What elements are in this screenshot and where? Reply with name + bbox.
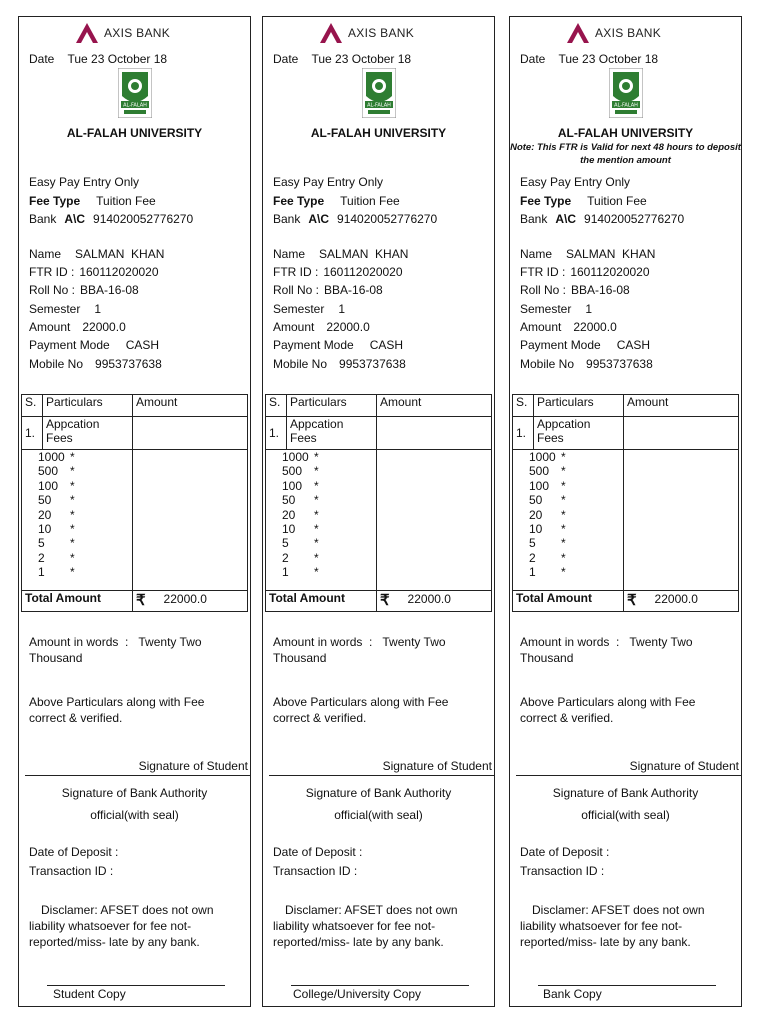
university-name: AL-FALAH UNIVERSITY (310, 126, 447, 140)
transaction-id: Transaction ID : (273, 864, 358, 878)
axis-logo-icon (567, 23, 589, 43)
semester-line (273, 302, 345, 316)
amount-in-words (520, 635, 730, 666)
denomination-star: * (314, 493, 319, 508)
denomination-row (266, 450, 492, 591)
ac-value: 914020052776270 (584, 212, 685, 226)
denomination-star: * (561, 464, 566, 479)
mobile-value: 9953737638 (586, 357, 653, 371)
row-sno: 1. (266, 417, 287, 450)
mobile-line (273, 357, 406, 371)
denomination-item (282, 493, 373, 507)
ac-label: A\C (64, 212, 86, 226)
deposit-slip-1 (18, 16, 251, 1007)
denomination-amount (133, 450, 248, 591)
denomination-item (38, 479, 129, 493)
date-line (520, 52, 658, 66)
denomination-star: * (314, 464, 319, 479)
fee-type-line (273, 194, 400, 208)
total-amount-cell (377, 591, 492, 612)
bank-name: AXIS BANK (104, 26, 171, 40)
denomination-value: 10 (38, 522, 52, 537)
denomination-item (282, 522, 373, 536)
amount-line (29, 320, 126, 334)
verification-text: Above Particulars along with Fee correct & verified. (520, 695, 696, 725)
mobile-label: Mobile No (29, 357, 84, 371)
name-line (273, 247, 408, 261)
total-row (22, 591, 248, 612)
denomination-amount (624, 450, 739, 591)
denomination-item (38, 536, 129, 550)
denomination-value: 100 (282, 478, 303, 493)
header-sno: S. (266, 395, 287, 417)
payment-label: Payment Mode (29, 338, 110, 352)
verification-text: Above Particulars along with Fee correct & verified. (29, 695, 205, 725)
table-header (266, 395, 492, 417)
payment-value: CASH (616, 338, 651, 352)
payment-line (29, 338, 159, 352)
denomination-star: * (70, 522, 75, 537)
official-seal: official(with seal) (581, 808, 670, 822)
denomination-item (529, 450, 620, 464)
verification-text: Above Particulars along with Fee correct & verified. (273, 695, 449, 725)
denomination-value: 10 (282, 522, 296, 537)
amount-line (273, 320, 370, 334)
bank-logo (76, 23, 206, 45)
amount-in-words (273, 635, 483, 666)
name-value: SALMAN KHAN (319, 247, 409, 261)
words-label: Amount in words : (520, 635, 620, 649)
header-sno: S. (513, 395, 534, 417)
denomination-item (529, 522, 620, 536)
header-amount: Amount (624, 395, 739, 417)
signature-student: Signature of Student (138, 759, 248, 773)
entry-type: Easy Pay Entry Only (520, 175, 631, 189)
signature-divider (25, 775, 250, 776)
ftr-label: FTR ID : (520, 265, 566, 279)
denomination-value: 1000 (282, 450, 309, 464)
denomination-amount (377, 450, 492, 591)
denomination-star: * (561, 522, 566, 537)
denomination-item (282, 479, 373, 493)
denomination-star: * (314, 478, 319, 493)
roll-line (520, 283, 630, 297)
particulars-table (512, 394, 739, 612)
name-line (29, 247, 164, 261)
denomination-value: 100 (38, 478, 59, 493)
header-particulars: Particulars (287, 395, 377, 417)
denomination-star: * (561, 493, 566, 508)
table-header (513, 395, 739, 417)
ftr-label: FTR ID : (273, 265, 319, 279)
ac-value: 914020052776270 (93, 212, 194, 226)
crest-text: AL-FALAH (614, 102, 638, 109)
name-label: Name (29, 247, 62, 261)
amount-label: Amount (29, 320, 71, 334)
roll-value: BBA-16-08 (324, 283, 383, 297)
denomination-star: * (561, 565, 566, 580)
denomination-value: 2 (529, 550, 536, 565)
row-particular: Appcation Fees (287, 417, 377, 450)
amount-label: Amount (520, 320, 562, 334)
copy-divider (538, 985, 716, 986)
semester-value: 1 (94, 302, 102, 316)
denomination-row (513, 450, 739, 591)
amount-value: 22000.0 (82, 320, 126, 334)
denomination-value: 20 (529, 507, 543, 522)
roll-value: BBA-16-08 (571, 283, 630, 297)
date-line (273, 52, 411, 66)
bank-label: Bank (273, 212, 301, 226)
table-row (513, 417, 739, 450)
denomination-star: * (70, 450, 75, 464)
fee-type-line (29, 194, 156, 208)
denomination-cell (513, 450, 624, 591)
denomination-star: * (314, 550, 319, 565)
signature-student: Signature of Student (629, 759, 739, 773)
crest-icon (609, 68, 643, 118)
denomination-value: 20 (282, 507, 296, 522)
denomination-list (516, 450, 620, 580)
date-value: Tue 23 October 18 (67, 52, 168, 66)
total-row (513, 591, 739, 612)
copy-label: Student Copy (53, 987, 126, 1001)
date-label: Date (29, 52, 55, 66)
table-header (22, 395, 248, 417)
header-particulars: Particulars (43, 395, 133, 417)
fee-type-value: Tuition Fee (340, 194, 400, 208)
total-value: 22000.0 (163, 592, 207, 607)
deposit-slip-2 (262, 16, 495, 1007)
denomination-cell (22, 450, 133, 591)
date-of-deposit: Date of Deposit : (273, 845, 363, 859)
denomination-value: 20 (38, 507, 52, 522)
denomination-item (282, 508, 373, 522)
name-line (520, 247, 655, 261)
denomination-value: 2 (282, 550, 289, 565)
university-crest (362, 68, 396, 118)
denomination-value: 100 (529, 478, 550, 493)
university-crest (609, 68, 643, 118)
date-line (29, 52, 167, 66)
denomination-star: * (70, 550, 75, 565)
copy-divider (291, 985, 469, 986)
denomination-star: * (314, 522, 319, 537)
copy-label: College/University Copy (293, 987, 422, 1001)
denomination-value: 5 (282, 536, 289, 551)
words-value: Twenty Two Thousand (273, 635, 446, 665)
payment-value: CASH (369, 338, 404, 352)
denomination-star: * (561, 450, 566, 464)
bank-label: Bank (29, 212, 57, 226)
table-row (266, 417, 492, 450)
denomination-item (282, 464, 373, 478)
ftr-label: FTR ID : (29, 265, 75, 279)
entry-type: Easy Pay Entry Only (273, 175, 384, 189)
row-amount (624, 417, 739, 450)
total-amount-cell (133, 591, 248, 612)
denomination-value: 500 (38, 464, 59, 479)
mobile-value: 9953737638 (339, 357, 406, 371)
payment-label: Payment Mode (520, 338, 601, 352)
denomination-item (38, 450, 129, 464)
denomination-value: 10 (529, 522, 543, 537)
date-label: Date (520, 52, 546, 66)
words-value: Twenty Two Thousand (520, 635, 693, 665)
denomination-item (529, 551, 620, 565)
copy-label: Bank Copy (543, 987, 602, 1001)
denomination-item (529, 508, 620, 522)
semester-label: Semester (29, 302, 81, 316)
payment-line (273, 338, 403, 352)
denomination-item (38, 565, 129, 579)
denomination-value: 50 (38, 493, 52, 508)
bank-ac-line (29, 212, 193, 226)
crest-text: AL-FALAH (367, 102, 391, 109)
denomination-item (282, 536, 373, 550)
fee-type-label: Fee Type (29, 194, 81, 208)
denomination-star: * (314, 507, 319, 522)
denomination-value: 1 (529, 565, 536, 580)
denomination-item (529, 493, 620, 507)
denomination-star: * (70, 493, 75, 508)
denomination-value: 2 (38, 550, 45, 565)
row-particular: Appcation Fees (534, 417, 624, 450)
words-value: Twenty Two Thousand (29, 635, 202, 665)
university-name: AL-FALAH UNIVERSITY (557, 126, 694, 140)
entry-type: Easy Pay Entry Only (29, 175, 140, 189)
denomination-cell (266, 450, 377, 591)
rupee-icon: ₹ (627, 592, 637, 609)
roll-line (273, 283, 383, 297)
denomination-star: * (561, 478, 566, 493)
denomination-star: * (314, 536, 319, 551)
name-label: Name (273, 247, 306, 261)
bank-logo (567, 23, 697, 45)
denomination-star: * (70, 565, 75, 580)
denomination-item (529, 464, 620, 478)
fee-type-value: Tuition Fee (96, 194, 156, 208)
row-amount (133, 417, 248, 450)
total-value: 22000.0 (407, 592, 451, 607)
denomination-star: * (314, 565, 319, 580)
rupee-icon: ₹ (136, 592, 146, 609)
total-label: Total Amount (266, 591, 377, 612)
header-particulars: Particulars (534, 395, 624, 417)
amount-in-words (29, 635, 239, 666)
header-amount: Amount (133, 395, 248, 417)
official-seal: official(with seal) (90, 808, 179, 822)
denomination-star: * (70, 464, 75, 479)
semester-line (29, 302, 101, 316)
ftr-line (520, 265, 650, 279)
payment-value: CASH (125, 338, 160, 352)
denomination-item (38, 522, 129, 536)
denomination-star: * (561, 507, 566, 522)
denomination-value: 5 (38, 536, 45, 551)
amount-value: 22000.0 (326, 320, 370, 334)
fee-type-value: Tuition Fee (587, 194, 647, 208)
denomination-star: * (314, 450, 319, 464)
table-row (22, 417, 248, 450)
mobile-value: 9953737638 (95, 357, 162, 371)
signature-bank: Signature of Bank Authority (305, 786, 452, 800)
name-value: SALMAN KHAN (566, 247, 656, 261)
payment-label: Payment Mode (273, 338, 354, 352)
row-particular: Appcation Fees (43, 417, 133, 450)
particulars-table (265, 394, 492, 612)
row-amount (377, 417, 492, 450)
denomination-value: 1 (38, 565, 45, 580)
denomination-star: * (70, 478, 75, 493)
disclaimer: Disclamer: AFSET does not own liability whatsoever for fee not-reported/miss- late by any bank. (273, 903, 458, 949)
ftr-value: 160112020020 (323, 265, 403, 279)
denomination-value: 500 (529, 464, 550, 479)
axis-logo-icon (76, 23, 98, 43)
particulars-table (21, 394, 248, 612)
date-value: Tue 23 October 18 (311, 52, 412, 66)
signature-student: Signature of Student (382, 759, 492, 773)
denomination-value: 1000 (38, 450, 65, 464)
total-label: Total Amount (513, 591, 624, 612)
amount-label: Amount (273, 320, 315, 334)
mobile-line (520, 357, 653, 371)
row-sno: 1. (513, 417, 534, 450)
denomination-item (529, 536, 620, 550)
denomination-value: 5 (529, 536, 536, 551)
roll-value: BBA-16-08 (80, 283, 139, 297)
date-of-deposit: Date of Deposit : (520, 845, 610, 859)
semester-value: 1 (338, 302, 346, 316)
denomination-value: 50 (282, 493, 296, 508)
bank-label: Bank (520, 212, 548, 226)
bank-ac-line (520, 212, 684, 226)
copy-divider (47, 985, 225, 986)
amount-line (520, 320, 617, 334)
roll-label: Roll No : (29, 283, 76, 297)
ac-label: A\C (555, 212, 577, 226)
denomination-item (282, 551, 373, 565)
denomination-star: * (70, 507, 75, 522)
denomination-item (282, 450, 373, 464)
denomination-value: 1 (282, 565, 289, 580)
denomination-item (38, 493, 129, 507)
fee-type-label: Fee Type (520, 194, 572, 208)
amount-value: 22000.0 (573, 320, 617, 334)
signature-bank: Signature of Bank Authority (552, 786, 699, 800)
date-label: Date (273, 52, 299, 66)
date-of-deposit: Date of Deposit : (29, 845, 119, 859)
semester-label: Semester (273, 302, 325, 316)
fee-type-line (520, 194, 647, 208)
denomination-star: * (70, 536, 75, 551)
header-amount: Amount (377, 395, 492, 417)
header-sno: S. (22, 395, 43, 417)
university-crest (118, 68, 152, 118)
denomination-item (529, 479, 620, 493)
denomination-item (38, 551, 129, 565)
ac-value: 914020052776270 (337, 212, 438, 226)
signature-divider (516, 775, 741, 776)
mobile-label: Mobile No (520, 357, 575, 371)
bank-ac-line (273, 212, 437, 226)
official-seal: official(with seal) (334, 808, 423, 822)
ac-label: A\C (308, 212, 330, 226)
deposit-slip-3 (509, 16, 742, 1007)
semester-label: Semester (520, 302, 572, 316)
denomination-item (282, 565, 373, 579)
roll-label: Roll No : (520, 283, 567, 297)
signature-bank: Signature of Bank Authority (61, 786, 208, 800)
transaction-id: Transaction ID : (520, 864, 605, 878)
ftr-line (29, 265, 159, 279)
semester-line (520, 302, 592, 316)
mobile-line (29, 357, 162, 371)
denomination-item (529, 565, 620, 579)
denomination-list (25, 450, 129, 580)
ftr-value: 160112020020 (570, 265, 650, 279)
denomination-row (22, 450, 248, 591)
words-label: Amount in words : (273, 635, 373, 649)
roll-label: Roll No : (273, 283, 320, 297)
crest-icon (118, 68, 152, 118)
disclaimer: Disclamer: AFSET does not own liability whatsoever for fee not-reported/miss- late by any bank. (520, 903, 705, 949)
disclaimer: Disclamer: AFSET does not own liability whatsoever for fee not-reported/miss- late by any bank. (29, 903, 214, 949)
row-sno: 1. (22, 417, 43, 450)
total-row (266, 591, 492, 612)
total-amount-cell (624, 591, 739, 612)
date-value: Tue 23 October 18 (558, 52, 659, 66)
signature-divider (269, 775, 494, 776)
bank-name: AXIS BANK (595, 26, 662, 40)
fee-type-label: Fee Type (273, 194, 325, 208)
bank-logo (320, 23, 450, 45)
name-value: SALMAN KHAN (75, 247, 165, 261)
bank-name: AXIS BANK (348, 26, 415, 40)
axis-logo-icon (320, 23, 342, 43)
denomination-list (269, 450, 373, 580)
total-label: Total Amount (22, 591, 133, 612)
university-name: AL-FALAH UNIVERSITY (66, 126, 203, 140)
ftr-line (273, 265, 403, 279)
denomination-value: 1000 (529, 450, 556, 464)
name-label: Name (520, 247, 553, 261)
denomination-star: * (561, 550, 566, 565)
semester-value: 1 (585, 302, 593, 316)
rupee-icon: ₹ (380, 592, 390, 609)
payment-line (520, 338, 650, 352)
mobile-label: Mobile No (273, 357, 328, 371)
denomination-value: 50 (529, 493, 543, 508)
crest-icon (362, 68, 396, 118)
transaction-id: Transaction ID : (29, 864, 114, 878)
crest-text: AL-FALAH (123, 102, 147, 109)
denomination-star: * (561, 536, 566, 551)
roll-line (29, 283, 139, 297)
total-value: 22000.0 (654, 592, 698, 607)
denomination-value: 500 (282, 464, 303, 479)
words-label: Amount in words : (29, 635, 129, 649)
ftr-value: 160112020020 (79, 265, 159, 279)
denomination-item (38, 508, 129, 522)
denomination-item (38, 464, 129, 478)
validity-note: Note: This FTR is Valid for next 48 hours to deposit the mention amount (510, 142, 741, 166)
